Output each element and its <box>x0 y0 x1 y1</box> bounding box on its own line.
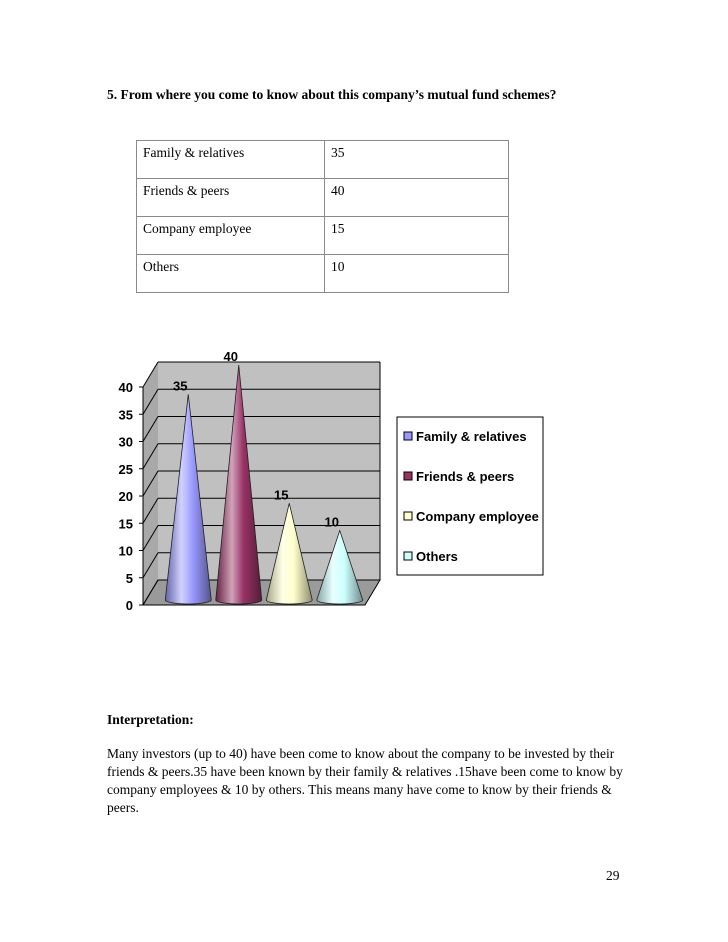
legend-entry: Family & relatives <box>416 429 527 444</box>
data-label: 40 <box>223 350 238 364</box>
table-row <box>137 179 509 217</box>
y-tick-label: 25 <box>118 461 133 477</box>
table-cell-value: 15 <box>325 217 509 255</box>
interpretation-title: Interpretation: <box>107 712 194 727</box>
data-label: 15 <box>274 487 289 503</box>
table-cell-label: Friends & peers <box>137 179 325 217</box>
legend-swatch <box>404 552 412 560</box>
legend-swatch <box>404 472 412 480</box>
legend-swatch <box>404 512 412 520</box>
legend-swatch <box>404 432 412 440</box>
table-row <box>137 141 509 179</box>
page-number: 29 <box>606 868 620 883</box>
legend-entry: Company employee <box>416 509 539 524</box>
y-tick-label: 15 <box>118 516 133 532</box>
interpretation-text: Many investors (up to 40) have been come to know about the company to be invested by their friends & peers.35 have been known by their family & relatives .15have been come to know by company employees & 10 by others. This means many have come to know by their friends & peers. <box>107 746 623 815</box>
legend-entry: Friends & peers <box>416 469 515 484</box>
cone-chart <box>105 350 555 620</box>
y-tick-label: 0 <box>125 598 133 613</box>
table-row <box>137 217 509 255</box>
table-cell-label: Company employee <box>137 217 325 255</box>
y-tick-label: 35 <box>118 407 133 423</box>
y-tick-label: 40 <box>118 380 133 395</box>
y-tick-label: 20 <box>118 489 133 504</box>
table-row <box>137 255 509 293</box>
table-cell-label: Family & relatives <box>137 141 325 179</box>
table-cell-value: 40 <box>325 179 509 217</box>
response-table <box>136 140 509 293</box>
y-tick-label: 30 <box>118 434 133 450</box>
y-tick-label: 10 <box>118 543 133 559</box>
data-label: 35 <box>173 378 188 394</box>
y-tick-label: 5 <box>125 570 133 586</box>
table-cell-value: 35 <box>325 141 509 179</box>
table-cell-label: Others <box>137 255 325 293</box>
data-label: 10 <box>324 514 339 530</box>
table-cell-value: 10 <box>325 255 509 293</box>
legend-entry: Others <box>416 549 458 564</box>
question-heading: 5. From where you come to know about this company’s mutual fund schemes? <box>107 87 557 102</box>
